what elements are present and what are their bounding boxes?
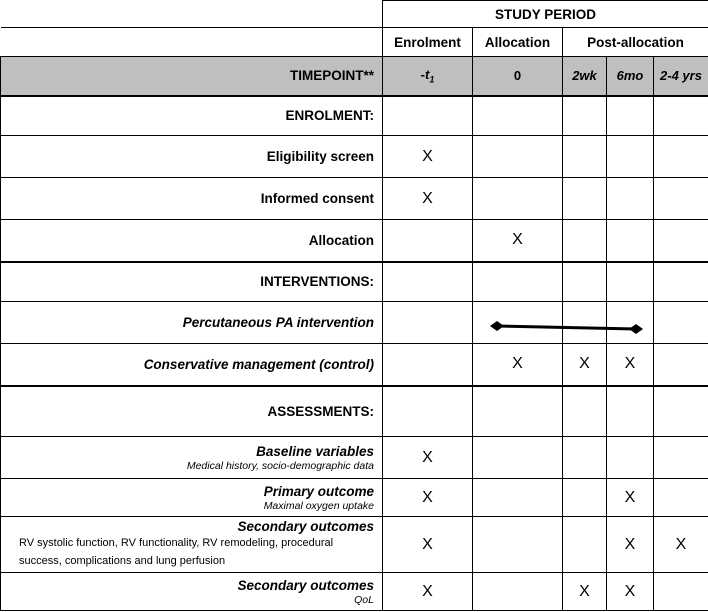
study-period-header: STUDY PERIOD (383, 1, 708, 28)
row-percutaneous-intervention: Percutaneous PA intervention (1, 302, 383, 344)
timepoint-label: TIMEPOINT** (1, 57, 383, 96)
mark-x: X (563, 344, 607, 386)
row-secondary-outcomes-1: Secondary outcomes RV systolic function, RV functionality, RV remodeling, procedural success, complications and lung perfusion (1, 517, 383, 573)
row-eligibility-screen: Eligibility screen (1, 136, 383, 178)
corner-blank-2 (1, 28, 383, 57)
mark-x: X (383, 437, 473, 479)
row-informed-consent: Informed consent (1, 178, 383, 220)
mark-x: X (383, 573, 473, 611)
timepoint-t1: $-t_1$ (383, 57, 473, 96)
row-primary-outcome: Primary outcome Maximal oxygen uptake (1, 479, 383, 517)
mark-x: X (473, 344, 563, 386)
timepoint-2wk: 2wk (563, 57, 607, 96)
mark-x: X (383, 479, 473, 517)
timepoint-2-4yrs: 2-4 yrs (654, 57, 708, 96)
row-baseline-variables: Baseline variables Medical history, socio-demographic data (1, 437, 383, 479)
allocation-header: Allocation (473, 28, 563, 57)
timepoint-6mo: 6mo (607, 57, 654, 96)
section-interventions: INTERVENTIONS: (1, 262, 383, 302)
post-allocation-header: Post-allocation (563, 28, 708, 57)
mark-x: X (383, 178, 473, 220)
section-enrolment: ENROLMENT: (1, 96, 383, 136)
row-secondary-outcomes-2: Secondary outcomes QoL (1, 573, 383, 611)
mark-x: X (383, 517, 473, 573)
mark-x: X (383, 136, 473, 178)
enrolment-header: Enrolment (383, 28, 473, 57)
mark-x: X (563, 573, 607, 611)
mark-x: X (473, 220, 563, 262)
mark-x: X (607, 517, 654, 573)
row-conservative-management: Conservative management (control) (1, 344, 383, 386)
row-allocation: Allocation (1, 220, 383, 262)
mark-x: X (654, 517, 708, 573)
mark-x: X (607, 479, 654, 517)
mark-x: X (607, 573, 654, 611)
corner-blank (1, 1, 383, 28)
mark-x: X (607, 344, 654, 386)
timepoint-0: 0 (473, 57, 563, 96)
section-assessments: ASSESSMENTS: (1, 386, 383, 437)
